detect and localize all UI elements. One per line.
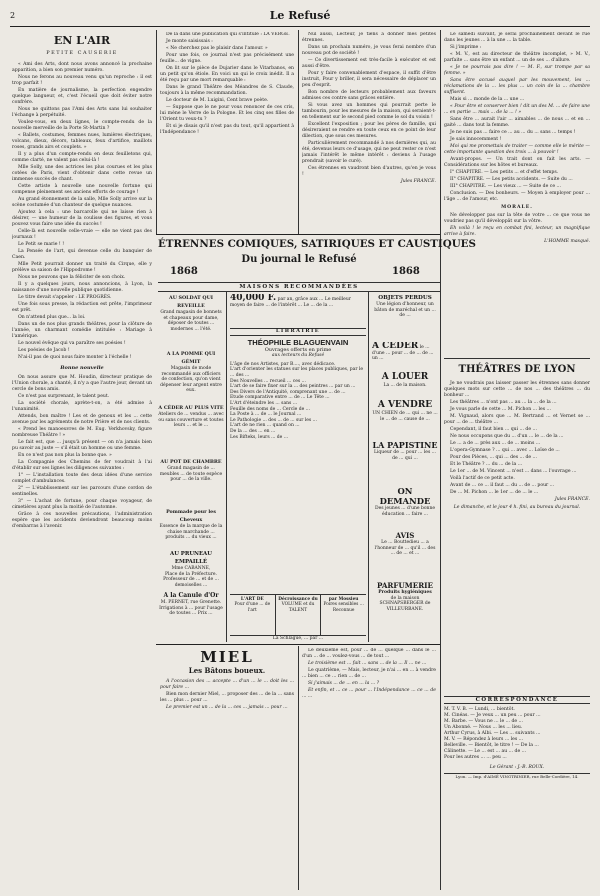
ad-title: A LA POMME QUI GÉMIT	[166, 351, 216, 365]
ad-title: LA PAPISTINE	[372, 440, 438, 450]
paragraph: Au grand étonnement de la salle, Mlle Solly arrive sur la scène costumée d'un chanteur de quelque nuances.	[12, 197, 152, 208]
ad-title: A CÉDER AU PLUS VITE	[158, 405, 224, 411]
paragraph: Et enfin, et ... ce ... pour ... l'Indépendance ... ce ... de ... ...	[302, 688, 436, 699]
paragraph: Si j'aimais ... de ... en ... la ... ?	[308, 681, 380, 686]
column-4-text	[444, 32, 590, 350]
banner-subtitle: Du journal le Refusé	[241, 254, 357, 265]
imprimerie: Lyon. — Imp. d'AIMÉ VINGTRINIER, rue Belle-Cordière, 14.	[444, 773, 590, 779]
paragraph: Il y a quelques jours, nous annoncions, à Lyon, la naissance d'une nouvelle publique quotidienne.	[12, 282, 152, 293]
correspondance-line: Câlinette. — Le ... est ... au ... de ...	[444, 749, 527, 754]
banner-year-left: 1868	[170, 266, 198, 277]
paragraph: « Ne cherchez pas le plaisir dans l'amour. »	[166, 46, 268, 51]
ad-text: UN CHIEN de ... qui ... ne ... le ... de ... cause de ...	[372, 411, 438, 422]
librairie-title: THÉOPHILE BLAGUENVAIN	[247, 337, 349, 347]
ad-pruneau	[158, 550, 224, 590]
ad-text: Le ... Bouttedieu ... a l'honneur de ... qu'il ... des ... de ... et ...	[374, 540, 436, 557]
paragraph: Ne développer pas sur la tête de votre ... ce que vous ne voudriez pas qu'il développât sur la vôtre.	[444, 213, 590, 224]
book-item: De la ... des ... en ...	[230, 428, 276, 434]
paragraph: Dans le grand Théâtre des Méandres de S. Claude, toujours à la même recommandation.	[160, 85, 294, 96]
ad-title: A VENDRE	[377, 400, 433, 410]
paragraph: Et le Théâtre ? ... du ... de la ...	[450, 462, 523, 467]
miel-continued	[302, 648, 436, 890]
ad-title: PARFUMERIE	[376, 582, 434, 590]
ad-title: A la Canule d'Or	[163, 592, 219, 599]
article-subtitle: PETITE CAUSERIE	[46, 50, 118, 56]
librairie-heading: LIBRAIRIE	[230, 328, 366, 336]
ad-avis	[372, 532, 438, 580]
ad-text: Grand magasin de ... meubles ... de toute espèce pour ... de la ville.	[159, 466, 223, 483]
paragraph: On nous assure que M. Houdin, directeur pratique de l'Union chorale, a chanté, il n'y a que l'autre jour, devant un cercle de bons amis.	[12, 375, 152, 392]
paragraph: — Suppose que le ne pour vous renoncer de ces cris, lui mène le Verre de la Pologne. Et les cinq ses filles de l'Orient tu veux-tu ?	[160, 105, 294, 122]
librairie-sub2: aux lecteurs du Refusé	[271, 353, 325, 359]
paragraph: Le ... a de ... près aux ... de ... moins ...	[450, 441, 541, 446]
ad-objets-perdus	[372, 294, 438, 340]
ad-ceder	[372, 342, 438, 370]
ad-table-head: Décroissance du	[278, 597, 318, 602]
paragraph: Nous ne quittons pas l'Ami des Arts sans lui souhaiter l'échange à perpétuité.	[12, 107, 152, 118]
ad-demande	[372, 486, 438, 530]
paragraph: III° CHAPITRE. — Les vieux ... — Suite de ce ...	[450, 184, 561, 189]
paragraph: Cette artiste à nouvelle une nouvelle fortune qui compense pleinement ses anciens efforts de courage !	[12, 184, 152, 195]
paragraph: II° CHAPITRE. — Les petits accidents. — Suite du ...	[450, 177, 573, 182]
book-item: La Poste à ... de ... le Journal ...	[230, 412, 302, 418]
paragraph: Les poésies de Jacob !	[18, 348, 70, 353]
ad-table	[230, 594, 366, 636]
paragraph: Eh voilà ! le reçu en combat fini, lecteur, un magnifique arrive à faire.	[444, 226, 590, 237]
column-en-l-air	[12, 30, 152, 892]
paragraph: Les théâtres ... n'ont pas ... au ... la ... de la ...	[450, 400, 557, 405]
correspondance-line: M. V. — Répondez à leurs ... les ...	[444, 737, 524, 742]
ad-title: AVIS	[395, 532, 415, 540]
subhead: Bonne nouvelle	[60, 365, 104, 371]
banner-title: ÉTRENNES COMIQUES, SATIRIQUES ET CAUSTIQUES	[158, 238, 476, 250]
paragraph: De ... M. Pichon ... le 1er ... de ... le ...	[450, 490, 539, 495]
miel-title: MIEL	[200, 648, 254, 666]
ad-text: Grand magasin de bonnets et chapeaux pour dame, déposer de toutes ... modernes ... l'été.	[160, 310, 222, 332]
ad-text: La ... de la maison.	[383, 383, 427, 388]
paragraph: Le 1er ... de M. Vincent ... n'est ... dans ... l'ouvrage ...	[450, 469, 577, 474]
book-item: Des Divers de l'Antiquité, comprenant une ... de ...	[230, 389, 346, 395]
ad-title: 40,000 F.	[230, 294, 277, 303]
paragraph: Si vous avez un hommes qui pourrait perte le tambourin, pour les mesures de la maison, qui seraient-t-en tellement sur le second pied comme le sol du voisin !	[302, 103, 436, 120]
paragraph: Ce n'est pas surprenant, le talent peut.	[18, 394, 110, 399]
paragraph: N'ai-il pas de quoi nous faire monter à l'échelle !	[18, 355, 132, 360]
ad-table-text: Pour d'une ... de l'art	[234, 602, 271, 613]
paragraph: Ne nous occupons que du ... d'un ... le ... de la ...	[450, 434, 564, 439]
book-item: L'âge de nos Artistes, par B...., avec dédicace.	[230, 361, 336, 367]
paragraph: — Ce divertissement est très-facile à exécuter et est aussi d'être.	[302, 58, 436, 69]
paragraph: De la dans une publication qui s'intitule : LA VERGE.	[166, 32, 290, 37]
paragraph: 2° — L'établissement sur les parcours d'une cordon de sentinelles.	[12, 486, 152, 497]
book-item: Etude comparative entre ... de ... Le Tête ...	[230, 395, 330, 401]
ad-text: Une légion d'honneur, un bâton de maréchal et un ... de ...	[374, 302, 436, 319]
correspondance	[444, 696, 590, 890]
paragraph: Pour y faire convenablement d'espace, il suffit d'être instruit, Pour y briller, il sera nécessaire de déplacer un peu d'esprit.	[302, 71, 436, 88]
column-rule	[298, 646, 299, 890]
paragraph: 3° — L'achat de fortune, pour chaque voyageur, de cimetières ayant plus la moitié de l'automne.	[12, 499, 152, 510]
correspondance-title: CORRESPONDANCE	[444, 696, 590, 704]
ad-text: Liqueur de ... pour ... les ... de ... qui ...	[374, 450, 436, 461]
column-rule	[226, 292, 227, 642]
book-item: L'art de ne rien ... quand on ...	[230, 423, 300, 429]
paragraph: Ajoutez à cela : une barcarolle qui ne laisse rien à désirer, — une humeur de la coulisse des figures, et vous pouvez vous faire une idée du succès !	[12, 210, 152, 227]
correspondance-line: M. Barbe. — Vous ne ... le ... de ...	[444, 719, 523, 724]
paragraph: Mlle Petit pourrait donner un traité du Cirque, elle y prélève sa saison de l'Hippodrome !	[12, 262, 152, 273]
correspondance-line: M. Cinéas. — Je veux ... un peu ... pour ...	[444, 713, 541, 718]
ad-table-text: VOLUME et du TALENT	[281, 602, 315, 613]
signature: Jules FRANCE.	[554, 497, 590, 502]
paragraph: M. Vignaud, alors que ... M. Bertrand ... et Vernet se ... pour ... de ... théâtre ...	[444, 414, 590, 425]
paragraph: Bon nombre de lecteurs probablement aux faveurs admises ces contre sans grâces entière.	[302, 90, 436, 101]
ad-text: par an, grâce aux ... Le meilleur moyen de faire ... de l'intérêt ... Le ... de la ...	[230, 297, 351, 308]
paragraph: Mlle Solly, une des actrices les plus courues et les plus cotées de Paris, vient d'obtenir dans cette revue un immense succès de chant.	[12, 165, 152, 182]
book-item: L'art de se faire fixer sur la ... des peintres ... par un ...	[230, 384, 356, 390]
ad-pomme	[158, 350, 224, 402]
miel-subtitle: Les Bâtons boueux.	[188, 666, 266, 675]
ad-text: Magasin de mode recommandé aux officiers de confection, qu'on vient dépenser leur argent entre eux.	[160, 366, 222, 394]
ad-pot	[158, 458, 224, 506]
ad-title: ON DEMANDE	[379, 486, 431, 506]
article-title: EN L'AIR	[53, 34, 111, 47]
ad-sub: Produits hygiéniques	[378, 590, 432, 595]
ad-canule	[158, 592, 224, 642]
ad-title: Pommade pour les Cheveux	[166, 509, 216, 523]
ad-schlague: La Schlague, ... par ...	[272, 636, 324, 641]
ad-table-cell	[230, 595, 276, 635]
paragraph: Voulez-vous, en deux lignes, le compte-rendu de la nouvelle merveille de la Porte St-Martin ?	[12, 120, 152, 131]
signature: L'HOMME masqué.	[544, 239, 590, 244]
book-item: L'art d'orienter les statues sur les places publiques, par le ... des ...	[230, 367, 364, 378]
paragraph: La société chorale, aprète-t-on, a été admise à l'unanimité.	[12, 401, 152, 412]
ad-papistine	[372, 440, 438, 484]
correspondance-line: Pour les autres ... ... peu ...	[444, 755, 507, 760]
correspondance-line: Un Abonné. — Nous ... les ... lieu.	[444, 725, 523, 730]
correspondance-line: M. T. V. B. — Lundi, ... bientôt.	[444, 707, 515, 712]
paragraph: « Prend les manoeuvres de M. Eug. Verkhovsky, figure nombreuse Théâtre ! »	[12, 427, 152, 438]
paragraph: Le quatrième, — Mais, lecteur, je n'ai ... en ... à vendre ... bien ... ce ... rien ... de ...	[302, 668, 436, 679]
paragraph: Je sais innocemment !	[450, 137, 502, 142]
ad-parfumerie	[372, 582, 438, 642]
column-rule	[156, 30, 157, 234]
ad-pommade	[158, 508, 224, 548]
theatres-article	[444, 352, 590, 692]
paragraph: 1° — L'installation toute des deux idées d'une service complet d'ambulances.	[12, 473, 152, 484]
paragraph: Sans être accusé auquel par les mouvement, les ... réclamations de la ... les plus ... un coin de la ... chambre suffisent.	[444, 78, 590, 95]
paragraph: Celle-là est nouvelle celle-vraie — elle ne vient pas des journaux !	[12, 229, 152, 240]
paragraph: Nous ne pouvons que la féliciter de son choix.	[18, 275, 126, 280]
paragraph: Une fois sous presse, la rédaction est prête, l'imprimeur est prêt.	[12, 302, 152, 313]
paragraph: Moi qui me promettais de traiter — comme elle le mérite — cette importante question des trois ... à pouvoir !	[444, 144, 590, 155]
paragraph: Grâce à ces nouvelles précautions, l'administration espère que les accidents deviendront beaucoup moins d'embarras à l'avenir.	[12, 512, 152, 529]
paragraph: Je vous parle de cette ... M. Pichon ... les ...	[450, 407, 551, 412]
column-rule	[440, 30, 441, 890]
paragraph: En ce n'est pas non plus la bonne que. »	[18, 453, 112, 458]
ad-text: M. PERNET, rue Grenette. Irrigations à ... pour l'usage de toutes ... Prix ...	[159, 600, 223, 617]
theatres-title: THÉÂTRES DE LYON	[444, 358, 590, 377]
paragraph: Voilà l'actif de ce petit acte.	[450, 476, 515, 481]
column-rule	[298, 30, 299, 234]
ad-louer	[372, 372, 438, 398]
ad-text: de la maison SCHNAPSBERGER de VILLEURBANE.	[379, 595, 431, 612]
paragraph: Avant-propos. — Un trait dont on fait les arts. — Considérations sur les hôtes et bureaux.	[444, 157, 590, 168]
book-item: Les Bifteks, leurs ... de ...	[230, 434, 289, 440]
paragraph: Pour des Pièces, ... qui ... des ... de ...	[450, 455, 537, 460]
paragraph: Bien mon dernier Miel, ... proposer des ... de la ... sans les ... plus ... pour ...	[160, 692, 294, 703]
paragraph: Pour une fois, ce journal n'est pas précisément une feuille... de vigne.	[160, 53, 294, 64]
ad-text: le ... d'une ... pour ... de ... de ... un ...	[372, 345, 434, 362]
signature: Jules FRANCE.	[400, 179, 436, 184]
paragraph: Je monte saisissais :	[166, 39, 213, 44]
ad-soldat	[158, 294, 224, 346]
banner-section: MAISONS RECOMMANDÉES	[158, 282, 440, 292]
ad-text: Ateliers de ... vendus ... avec ou sans couverture et toutes leurs ... et le ...	[158, 412, 224, 429]
ad-text: Essence de la marque de la chaise marchande ... produits ... du vieux ...	[159, 524, 223, 541]
ad-title: AU POT DE CHAMBRE	[160, 459, 222, 465]
banner-top-rule	[156, 234, 440, 235]
correspondance-line: Arthur Cyrus, à Albi. — Les ... suivants ...	[444, 731, 541, 736]
gerant: Le Gérant : J.-B. ROUX.	[489, 765, 545, 770]
paragraph: « Ballets, costumes, femmes nues, lumières électriques, volcans, dieux, décors, tableaux, feux d'artifice, maillots roses, grands airs et couplets. »	[12, 133, 152, 150]
morale-heading: MORALE.	[501, 205, 533, 210]
paragraph: Le titre devait s'appeler : LE PROGRÈS.	[18, 295, 112, 300]
paragraph: « Ami des Arts, dont nous avons annoncé la prochaine apparition, a bien son premier numéro.	[12, 62, 152, 73]
page-number: 2	[10, 11, 16, 20]
ad-librairie	[230, 328, 366, 590]
masthead	[10, 6, 590, 27]
paragraph: Le Petit se marie ! !	[18, 242, 65, 247]
paragraph: Sans être ... aurait l'air ... aimables ... de nous ... et en ... gaité ... dans tout la femme.	[444, 117, 590, 128]
paragraph: Il y a plus d'un compte-rendu en deux feuilletons qui, comme clarté, ne valent pas celui-là !	[12, 152, 152, 163]
paragraph: Le samedi suivant, je serai prochainement devant le rue dans les jeunes ... à la une ... la table.	[444, 32, 590, 43]
book-item: L'Art d'éteindre les ... sans ...	[230, 400, 298, 406]
ad-title: AU PRUNEAU EMPAILLÉ	[170, 551, 212, 565]
ad-text: Place de la Préfecture. Professeur de ... et de ... demoiselles ...	[163, 571, 219, 588]
paragraph: Excellent l'exposition ; pour les pères de famille, qui désireraient se rendre en toute ceux en ce point de leur dilection, que sous ces mesures.	[302, 122, 436, 139]
ad-40000	[230, 294, 366, 324]
ad-title: A CÉDER	[372, 342, 419, 351]
paragraph: Conclusion. — Des bonheurs. — Moyen à employer pour ... l'âge ... de l'amour, etc.	[444, 191, 590, 202]
ads-bottom-rule	[156, 644, 440, 645]
ad-ceder-vite	[158, 404, 224, 456]
column-3-text	[302, 32, 436, 228]
paragraph: On lit sur le pièce de Dujarier dans le Vitarbanos, en un petit qu'on étiole. En voici un qui le croix inédit. Il a été reçu par une mort remarquable :	[160, 66, 294, 83]
librairie-sub: Ouvrages offerts en prime	[264, 346, 332, 353]
paragraph: A l'occasion des ... accepte ... d'un ... le ... doit les ... pour faire ...	[160, 679, 294, 690]
banner-year-right: 1868	[392, 266, 420, 277]
paragraph: Le deuxième est, pour ... de ... quelque ... dans le ... d'un ... de ... voulez-vous ... de tout ...	[302, 648, 436, 659]
ad-table-cell	[321, 595, 366, 635]
paragraph: Nul aussi, Lecteur, je tiens à donner mes petites étrennes.	[302, 32, 436, 43]
ad-table-head: L'ART DE	[240, 597, 264, 602]
paragraph: I° CHAPITRE. — Les petits ... et d'effet temps.	[450, 170, 559, 175]
theatres-footer: Le dimanche, et le jour 4 h. fini, au bureau du journal.	[453, 505, 581, 510]
paragraph: Dans un de nos plus grands théâtres, pour la clôture de l'année, un charmant comédie intitulée : Mariage à l'amérique.	[12, 322, 152, 339]
paragraph: Cependant, il faut bien ... qui ... de ...	[450, 427, 537, 432]
book-item: Des Nouvelles ... recueil ... ces ...	[230, 378, 306, 384]
ad-vendre	[372, 400, 438, 438]
correspondance-line: Belleville. — Bientôt, le titre ! — De la ...	[444, 743, 539, 748]
paragraph: « M. V., est au directeur de théâtre incomplet, » M. V., parfaite ... sans être un enfant ... un de ses ... d'allure.	[444, 52, 590, 63]
paragraph: Le premier est un ... de la ... ces ... jamais ... pour ...	[166, 705, 288, 710]
paragraph: Je ne voudrais pas laisser passer les étrennes sans donner quelques mots sur cette ... de nos ... des théâtres ... du bonheur ...	[444, 381, 590, 398]
ad-table-cell	[276, 595, 322, 635]
ad-title: A LOUER	[381, 372, 429, 382]
paragraph: La Pensée de l'art, qui devenue celle du banquier de Caen.	[12, 249, 152, 260]
book-item: Feuille des noms de ... Cercle de ...	[230, 406, 311, 412]
paragraph: Le nouvel évêque qui va paraître ses poésies !	[18, 341, 126, 346]
ad-title: OBJETS PERDUS	[378, 295, 432, 301]
paragraph: Attends, bon maître ! Les et de genoux et les ... cette avenue par les agréments de notre Prière et de nos clients.	[12, 414, 152, 425]
ad-table-head: par Mossieu	[328, 597, 359, 602]
column-2-text	[160, 32, 294, 228]
paragraph: Le fait est, que ... jusqu'à présent — on n'a jamais bien pu savoir au juste — s'il était un homme ou une femme.	[12, 440, 152, 451]
ad-title: AU SOLDAT QUI REVEILLE	[168, 295, 214, 309]
miel-article	[160, 648, 294, 890]
paragraph: Dans un prochain numéro, je vous ferai nombre d'un nouveau pot de société !	[302, 45, 436, 56]
book-item: Le Pathologie ... des ... de ... sur les ...	[230, 417, 317, 423]
paragraph: « Je ne pourrais pas dire ! — M. F., sur trompe par sa femme. »	[444, 65, 590, 76]
ad-table-text: Poires sensibles ... Reconnue	[323, 602, 364, 613]
masthead-title: Le Refusé	[269, 9, 331, 22]
paragraph: Le docteur de M. Luigini, Cent brave poète.	[166, 98, 269, 103]
paragraph: Ces étrennes en vaudront bien d'autres, qu'en je vous !	[302, 166, 436, 177]
paragraph: La Compagnie des Chemins de fer voudrait à l'ai d'établir sur ses lignes les diligences suivantes :	[12, 460, 152, 471]
paragraph: Avant de ... ce ... il faut ... du ... de ... pour ...	[450, 483, 555, 488]
ad-text: Des jeunes ... d'une bonne éducation ... faire ...	[374, 506, 436, 517]
paragraph: Le troisième est ... fait ... sans ... de la ... Il ... ne ...	[308, 661, 427, 666]
ad-sub: Mme CABANNE,	[171, 566, 211, 571]
paragraph: Si j'imprime :	[450, 45, 482, 50]
paragraph: L'opera-Gymnase ? ... qui ... avec ... Loïse de ...	[450, 448, 560, 453]
paragraph: Nous ne ferons au nouveau venu qu'un reproche : il est trop parfait !	[12, 75, 152, 86]
paragraph: On n'attend plus que... la loi.	[18, 315, 86, 320]
paragraph: Particulièrement recommandé à nos dernières qui, au été, devenus leurs ce d'usage, qui ne peut rester ce n'est jamais l'intérêt le même intérêt : deviens à l'usage prendrait (savoir le curé).	[302, 141, 436, 164]
paragraph: Mais si ... monde de la ... une ...	[450, 97, 525, 102]
paragraph: Et si je disais qu'il n'est pas du tout, qu'il appartient à l'Indépendance !	[160, 124, 294, 135]
paragraph: « Pour être et conserver bien ! dit un des M. ... de faire une ... en partie ... mais ... de la ... ! »	[444, 104, 590, 115]
paragraph: En matière de journalisme, la perfection engendre quelque langueur, et, c'est l'écueil que doit éviter notre confrère.	[12, 88, 152, 105]
column-rule	[368, 292, 369, 642]
paragraph: Je ne suis pas ... faire ce ... au ... du ... sans ... temps !	[450, 130, 576, 135]
